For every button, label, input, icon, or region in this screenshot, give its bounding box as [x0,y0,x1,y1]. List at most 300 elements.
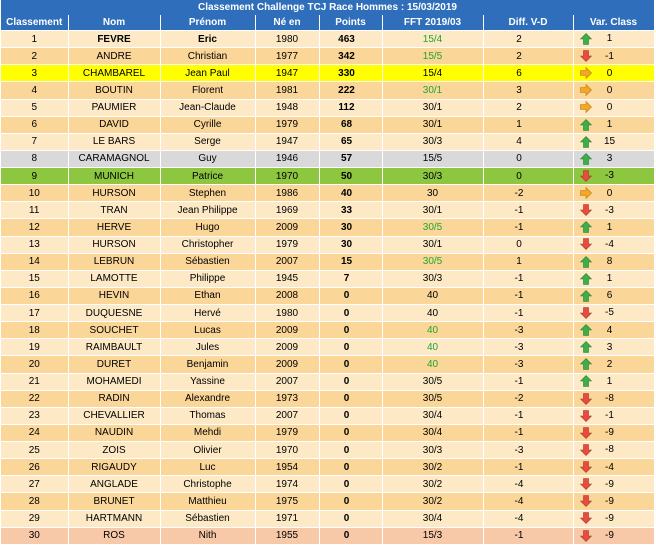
cell-diff[interactable]: 4 [483,133,573,150]
cell-prenom[interactable]: Hugo [160,219,255,236]
var-class-value: 1 [606,119,613,131]
cell-rank[interactable]: 30 [1,527,68,544]
cell-prenom[interactable]: Benjamin [160,356,255,373]
table-row[interactable] [1,390,654,407]
table-row[interactable] [1,202,654,219]
cell-points[interactable]: 0 [319,476,382,493]
arrow-down-icon [580,204,592,216]
cell-prenom[interactable]: Stephen [160,185,255,202]
cell-rank[interactable]: 28 [1,493,68,510]
cell-nom[interactable]: CHEVALLIER [68,407,160,424]
cell-var-class[interactable] [573,82,654,99]
arrow-down-icon [580,495,592,507]
cell-nom[interactable]: DUQUESNE [68,305,160,322]
cell-ne-en[interactable]: 2009 [255,322,319,339]
cell-nom[interactable]: RAIMBAULT [68,339,160,356]
cell-points[interactable]: 33 [319,202,382,219]
cell-ne-en[interactable]: 1954 [255,459,319,476]
cell-var-class[interactable] [573,322,654,339]
cell-rank[interactable]: 20 [1,356,68,373]
cell-var-class[interactable] [573,236,654,253]
cell-diff[interactable]: -1 [483,270,573,287]
cell-diff[interactable]: -1 [483,287,573,304]
cell-prenom[interactable]: Alexandre [160,390,255,407]
cell-diff[interactable]: -3 [483,442,573,459]
cell-var-class[interactable] [573,99,654,116]
cell-fft[interactable]: 40 [382,305,483,322]
cell-prenom[interactable]: Jules [160,339,255,356]
cell-rank[interactable]: 9 [1,168,68,185]
cell-points[interactable]: 40 [319,185,382,202]
cell-fft[interactable]: 30/1 [382,99,483,116]
cell-fft[interactable]: 30/3 [382,442,483,459]
cell-fft[interactable]: 15/4 [382,31,483,48]
cell-prenom[interactable]: Christophe [160,476,255,493]
cell-ne-en[interactable]: 2009 [255,339,319,356]
arrow-up-icon [580,290,592,302]
table-row[interactable] [1,442,654,459]
cell-nom[interactable]: HURSON [68,236,160,253]
table-row[interactable] [1,185,654,202]
table-row[interactable] [1,99,654,116]
cell-ne-en[interactable]: 1970 [255,442,319,459]
cell-points[interactable]: 0 [319,287,382,304]
cell-diff[interactable]: -3 [483,356,573,373]
table-row[interactable] [1,236,654,253]
table-row[interactable] [1,253,654,270]
cell-ne-en[interactable]: 1971 [255,510,319,527]
cell-fft[interactable]: 30/5 [382,390,483,407]
cell-fft[interactable]: 15/3 [382,527,483,544]
cell-prenom[interactable]: Thomas [160,407,255,424]
cell-fft[interactable]: 30/3 [382,168,483,185]
cell-var-class[interactable] [573,407,654,424]
cell-rank[interactable]: 17 [1,305,68,322]
cell-prenom[interactable]: Luc [160,459,255,476]
cell-diff[interactable]: 3 [483,82,573,99]
arrow-down-icon [580,461,592,473]
cell-rank[interactable]: 3 [1,65,68,82]
cell-var-class[interactable] [573,185,654,202]
cell-prenom[interactable]: Jean-Claude [160,99,255,116]
cell-points[interactable]: 15 [319,253,382,270]
cell-var-class[interactable] [573,305,654,322]
cell-nom[interactable]: LAMOTTE [68,270,160,287]
cell-fft[interactable]: 30/5 [382,373,483,390]
cell-diff[interactable]: -4 [483,493,573,510]
cell-var-class[interactable] [573,493,654,510]
cell-diff[interactable]: 2 [483,48,573,65]
cell-nom[interactable]: NAUDIN [68,424,160,441]
cell-var-class[interactable] [573,168,654,185]
var-class-value: -3 [605,204,614,216]
cell-rank[interactable]: 11 [1,202,68,219]
table-row[interactable] [1,305,654,322]
cell-var-class[interactable] [573,459,654,476]
cell-fft[interactable]: 30/4 [382,424,483,441]
cell-prenom[interactable]: Cyrille [160,116,255,133]
arrow-down-icon [580,393,592,405]
cell-fft[interactable]: 30/1 [382,82,483,99]
cell-rank[interactable]: 25 [1,442,68,459]
cell-rank[interactable]: 27 [1,476,68,493]
cell-prenom[interactable]: Olivier [160,442,255,459]
cell-nom[interactable]: MUNICH [68,168,160,185]
cell-fft[interactable]: 40 [382,339,483,356]
cell-prenom[interactable]: Philippe [160,270,255,287]
cell-prenom[interactable]: Nith [160,527,255,544]
header-points[interactable]: Points [319,15,382,31]
cell-rank[interactable]: 5 [1,99,68,116]
cell-diff[interactable]: -2 [483,390,573,407]
cell-ne-en[interactable]: 1974 [255,476,319,493]
cell-points[interactable]: 0 [319,493,382,510]
cell-rank[interactable]: 1 [1,31,68,48]
cell-rank[interactable]: 19 [1,339,68,356]
cell-diff[interactable]: -3 [483,339,573,356]
cell-prenom[interactable]: Sébastien [160,253,255,270]
cell-nom[interactable]: FEVRE [68,31,160,48]
cell-ne-en[interactable]: 1947 [255,133,319,150]
cell-diff[interactable]: 0 [483,150,573,167]
cell-rank[interactable]: 18 [1,322,68,339]
cell-var-class[interactable] [573,356,654,373]
cell-ne-en[interactable]: 1945 [255,270,319,287]
cell-nom[interactable]: LE BARS [68,133,160,150]
cell-rank[interactable]: 7 [1,133,68,150]
cell-var-class[interactable] [573,476,654,493]
cell-fft[interactable]: 30/1 [382,236,483,253]
cell-ne-en[interactable]: 1986 [255,185,319,202]
cell-points[interactable]: 57 [319,150,382,167]
cell-nom[interactable]: RIGAUDY [68,459,160,476]
cell-rank[interactable]: 12 [1,219,68,236]
cell-rank[interactable]: 8 [1,150,68,167]
cell-prenom[interactable]: Florent [160,82,255,99]
cell-points[interactable]: 0 [319,527,382,544]
cell-points[interactable]: 463 [319,31,382,48]
cell-nom[interactable]: HURSON [68,185,160,202]
cell-nom[interactable]: CHAMBAREL [68,65,160,82]
cell-diff[interactable]: -4 [483,476,573,493]
cell-rank[interactable]: 2 [1,48,68,65]
cell-nom[interactable]: DURET [68,356,160,373]
cell-diff[interactable]: -2 [483,185,573,202]
cell-points[interactable]: 0 [319,424,382,441]
cell-points[interactable]: 0 [319,442,382,459]
cell-points[interactable]: 68 [319,116,382,133]
var-class-value: 0 [606,67,613,79]
cell-diff[interactable]: 6 [483,65,573,82]
table-row[interactable] [1,168,654,185]
var-class-value: -9 [605,478,614,490]
cell-rank[interactable]: 26 [1,459,68,476]
arrow-down-icon [580,478,592,490]
cell-rank[interactable]: 14 [1,253,68,270]
cell-fft[interactable]: 30/1 [382,202,483,219]
table-row[interactable] [1,407,654,424]
cell-prenom[interactable]: Eric [160,31,255,48]
cell-points[interactable]: 0 [319,373,382,390]
cell-points[interactable]: 65 [319,133,382,150]
cell-prenom[interactable]: Guy [160,150,255,167]
table-row[interactable] [1,133,654,150]
table-row[interactable] [1,116,654,133]
cell-points[interactable]: 222 [319,82,382,99]
cell-prenom[interactable]: Jean Paul [160,65,255,82]
cell-nom[interactable]: PAUMIER [68,99,160,116]
cell-var-class[interactable] [573,133,654,150]
cell-nom[interactable]: HARTMANN [68,510,160,527]
cell-var-class[interactable] [573,424,654,441]
table-row[interactable] [1,287,654,304]
cell-diff[interactable]: -3 [483,322,573,339]
cell-nom[interactable]: HEVIN [68,287,160,304]
cell-diff[interactable]: -1 [483,219,573,236]
cell-nom[interactable]: TRAN [68,202,160,219]
table-row[interactable] [1,82,654,99]
cell-ne-en[interactable]: 2008 [255,287,319,304]
cell-prenom[interactable]: Christopher [160,236,255,253]
cell-prenom[interactable]: Matthieu [160,493,255,510]
cell-rank[interactable]: 29 [1,510,68,527]
cell-var-class[interactable] [573,287,654,304]
header-var-class[interactable]: Var. Class [573,15,654,31]
var-class-value: -3 [605,170,614,182]
cell-points[interactable]: 330 [319,65,382,82]
arrow-up-icon [580,324,592,336]
cell-ne-en[interactable]: 1969 [255,202,319,219]
cell-ne-en[interactable]: 1980 [255,305,319,322]
cell-diff[interactable]: 2 [483,99,573,116]
cell-var-class[interactable] [573,442,654,459]
arrow-right-icon [580,67,592,79]
table-row[interactable] [1,31,654,48]
table-row[interactable] [1,219,654,236]
cell-diff[interactable]: 1 [483,253,573,270]
cell-ne-en[interactable]: 1981 [255,82,319,99]
cell-fft[interactable]: 15/5 [382,48,483,65]
cell-prenom[interactable]: Mehdi [160,424,255,441]
cell-fft[interactable]: 15/4 [382,65,483,82]
cell-prenom[interactable]: Ethan [160,287,255,304]
cell-points[interactable]: 0 [319,459,382,476]
var-class-value: -9 [605,427,614,439]
cell-nom[interactable]: ANGLADE [68,476,160,493]
header-diff[interactable]: Diff. V-D [483,15,573,31]
cell-fft[interactable]: 30 [382,185,483,202]
table-row[interactable] [1,493,654,510]
cell-ne-en[interactable]: 1948 [255,99,319,116]
header-ne-en[interactable]: Né en [255,15,319,31]
table-row[interactable] [1,48,654,65]
cell-prenom[interactable]: Jean Philippe [160,202,255,219]
cell-fft[interactable]: 30/1 [382,116,483,133]
cell-diff[interactable]: -1 [483,305,573,322]
cell-points[interactable]: 0 [319,390,382,407]
cell-var-class[interactable] [573,65,654,82]
cell-var-class[interactable] [573,510,654,527]
cell-var-class[interactable] [573,31,654,48]
cell-diff[interactable]: 1 [483,116,573,133]
cell-diff[interactable]: -1 [483,407,573,424]
cell-points[interactable]: 342 [319,48,382,65]
cell-ne-en[interactable]: 1977 [255,48,319,65]
cell-ne-en[interactable]: 1946 [255,150,319,167]
cell-rank[interactable]: 4 [1,82,68,99]
cell-var-class[interactable] [573,116,654,133]
var-class-value: 1 [606,273,613,285]
cell-prenom[interactable]: Sébastien [160,510,255,527]
cell-ne-en[interactable]: 2009 [255,219,319,236]
cell-nom[interactable]: RADIN [68,390,160,407]
cell-nom[interactable]: BRUNET [68,493,160,510]
header-classement[interactable]: Classement [1,15,68,31]
cell-var-class[interactable] [573,253,654,270]
cell-diff[interactable]: -1 [483,373,573,390]
cell-var-class[interactable] [573,150,654,167]
cell-points[interactable]: 0 [319,356,382,373]
cell-var-class[interactable] [573,339,654,356]
header-prenom[interactable]: Prénom [160,15,255,31]
header-nom[interactable]: Nom [68,15,160,31]
cell-var-class[interactable] [573,48,654,65]
cell-diff[interactable]: -1 [483,202,573,219]
cell-fft[interactable]: 30/2 [382,493,483,510]
cell-fft[interactable]: 40 [382,356,483,373]
cell-diff[interactable]: 0 [483,168,573,185]
cell-fft[interactable]: 30/5 [382,219,483,236]
cell-fft[interactable]: 40 [382,287,483,304]
cell-rank[interactable]: 24 [1,424,68,441]
cell-var-class[interactable] [573,390,654,407]
var-class-value: -9 [605,530,614,542]
cell-rank[interactable]: 10 [1,185,68,202]
cell-prenom[interactable]: Yassine [160,373,255,390]
cell-ne-en[interactable]: 1980 [255,31,319,48]
cell-rank[interactable]: 13 [1,236,68,253]
cell-var-class[interactable] [573,219,654,236]
cell-nom[interactable]: MOHAMEDI [68,373,160,390]
cell-nom[interactable]: SOUCHET [68,322,160,339]
cell-ne-en[interactable]: 2009 [255,356,319,373]
cell-diff[interactable]: -4 [483,510,573,527]
cell-rank[interactable]: 23 [1,407,68,424]
cell-nom[interactable]: BOUTIN [68,82,160,99]
var-class-value: 1 [606,375,613,387]
cell-rank[interactable]: 22 [1,390,68,407]
cell-points[interactable]: 7 [319,270,382,287]
table-row[interactable] [1,65,654,82]
cell-nom[interactable]: ROS [68,527,160,544]
cell-diff[interactable]: 0 [483,236,573,253]
cell-fft[interactable]: 15/5 [382,150,483,167]
cell-diff[interactable]: -1 [483,527,573,544]
table-row[interactable] [1,270,654,287]
cell-nom[interactable]: HERVE [68,219,160,236]
cell-var-class[interactable] [573,527,654,544]
cell-prenom[interactable]: Lucas [160,322,255,339]
cell-points[interactable]: 0 [319,322,382,339]
cell-fft[interactable]: 30/2 [382,459,483,476]
cell-ne-en[interactable]: 2007 [255,407,319,424]
cell-points[interactable]: 0 [319,305,382,322]
var-class-value: 0 [606,101,613,113]
cell-points[interactable]: 0 [319,510,382,527]
table-row[interactable] [1,356,654,373]
table-row[interactable] [1,150,654,167]
cell-points[interactable]: 30 [319,236,382,253]
ranking-table [1,15,655,545]
cell-ne-en[interactable]: 2007 [255,253,319,270]
cell-ne-en[interactable]: 1979 [255,116,319,133]
cell-points[interactable]: 0 [319,339,382,356]
cell-ne-en[interactable]: 1947 [255,65,319,82]
cell-var-class[interactable] [573,270,654,287]
cell-nom[interactable]: ANDRE [68,48,160,65]
cell-prenom[interactable]: Patrice [160,168,255,185]
cell-ne-en[interactable]: 1955 [255,527,319,544]
arrow-up-icon [580,153,592,165]
cell-fft[interactable]: 30/5 [382,253,483,270]
cell-ne-en[interactable]: 1973 [255,390,319,407]
table-row[interactable] [1,459,654,476]
cell-nom[interactable]: CARAMAGNOL [68,150,160,167]
cell-fft[interactable]: 40 [382,322,483,339]
cell-points[interactable]: 50 [319,168,382,185]
cell-ne-en[interactable]: 1975 [255,493,319,510]
cell-ne-en[interactable]: 1970 [255,168,319,185]
var-class-value: 15 [603,136,616,148]
cell-fft[interactable]: 30/2 [382,476,483,493]
cell-fft[interactable]: 30/3 [382,133,483,150]
table-row[interactable] [1,322,654,339]
cell-fft[interactable]: 30/4 [382,407,483,424]
cell-prenom[interactable]: Serge [160,133,255,150]
cell-var-class[interactable] [573,373,654,390]
header-fft[interactable]: FFT 2019/03 [382,15,483,31]
cell-ne-en[interactable]: 1979 [255,236,319,253]
var-class-value: -5 [605,307,614,319]
cell-fft[interactable]: 30/3 [382,270,483,287]
table-row[interactable] [1,339,654,356]
cell-points[interactable]: 30 [319,219,382,236]
cell-rank[interactable]: 16 [1,287,68,304]
cell-prenom[interactable]: Hervé [160,305,255,322]
table-row[interactable] [1,510,654,527]
table-row[interactable] [1,527,654,544]
cell-diff[interactable]: -1 [483,424,573,441]
cell-ne-en[interactable]: 1979 [255,424,319,441]
cell-diff[interactable]: -1 [483,459,573,476]
cell-fft[interactable]: 30/4 [382,510,483,527]
cell-rank[interactable]: 15 [1,270,68,287]
cell-diff[interactable]: 2 [483,31,573,48]
table-row[interactable] [1,373,654,390]
table-row[interactable] [1,476,654,493]
cell-points[interactable]: 112 [319,99,382,116]
cell-rank[interactable]: 21 [1,373,68,390]
cell-points[interactable]: 0 [319,407,382,424]
cell-var-class[interactable] [573,202,654,219]
table-row[interactable] [1,424,654,441]
cell-rank[interactable]: 6 [1,116,68,133]
cell-ne-en[interactable]: 2007 [255,373,319,390]
cell-nom[interactable]: ZOIS [68,442,160,459]
cell-nom[interactable]: DAVID [68,116,160,133]
cell-prenom[interactable]: Christian [160,48,255,65]
cell-nom[interactable]: LEBRUN [68,253,160,270]
